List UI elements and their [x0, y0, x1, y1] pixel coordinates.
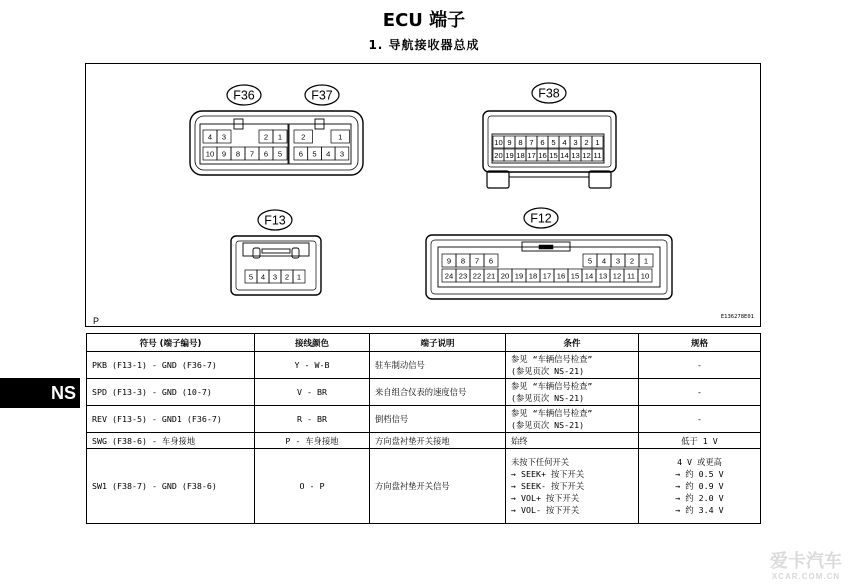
pin-number: 3 — [221, 132, 227, 142]
cell-spec: - — [639, 352, 761, 379]
pin-number: 1 — [296, 272, 302, 282]
col-header-symbol: 符号 (端子编号) — [87, 334, 255, 352]
cell-condition — [506, 406, 639, 433]
cell-spec: - — [639, 379, 761, 406]
pin-number: 4 — [207, 132, 213, 142]
pin-number: 1 — [643, 256, 649, 266]
pin-number: 6 — [298, 149, 303, 159]
pin-number: 1 — [277, 132, 283, 142]
cell-description: 驻车制动信号 — [370, 352, 506, 379]
pin-number: 18 — [516, 150, 525, 160]
pin-number: 3 — [339, 149, 345, 159]
cell-symbol: REV (F13-5) - GND1 (F36-7) — [87, 406, 255, 433]
pin-number: 16 — [556, 271, 566, 281]
connector-id-f37: F37 — [311, 88, 333, 103]
watermark-url: XCAR.COM.CN — [771, 572, 841, 581]
pin-number: 4 — [562, 137, 567, 147]
pin-number: 19 — [505, 150, 514, 160]
condition-line: (参见页次 NS-21) — [511, 420, 585, 430]
pin-number: 12 — [582, 150, 591, 160]
connector-f13 — [231, 210, 321, 295]
pin-number: 6 — [263, 149, 269, 159]
pin-number: 4 — [601, 256, 607, 266]
f12-pin-grid — [442, 254, 653, 282]
pin-number: 16 — [538, 150, 547, 160]
connector-id-f38: F38 — [538, 86, 560, 101]
connector-f38 — [483, 83, 616, 188]
cell-symbol: SWG (F38-6) - 车身接地 — [87, 433, 255, 449]
pin-number: 2 — [284, 272, 290, 282]
pin-number: 11 — [627, 271, 635, 281]
condition-line: 未按下任何开关 — [511, 457, 570, 467]
spec-line: → 约 2.0 V — [675, 493, 724, 503]
pin-number: 13 — [598, 271, 608, 281]
condition-line: 参见 “车辆信号检查” — [511, 354, 593, 364]
cell-symbol: PKB (F13-1) - GND (F36-7) — [87, 352, 255, 379]
pin-number: 12 — [612, 271, 622, 281]
pin-number: 17 — [527, 150, 536, 160]
condition-line: → SEEK+ 按下开关 — [511, 469, 585, 479]
cell-description: 来自组合仪表的速度信号 — [370, 379, 506, 406]
cell-symbol: SW1 (F38-7) - GND (F38-6) — [87, 449, 255, 524]
pin-number: 2 — [263, 132, 269, 142]
pin-number: 2 — [584, 137, 589, 147]
pin-number: 5 — [587, 256, 593, 266]
table-row — [87, 379, 761, 406]
condition-line: (参见页次 NS-21) — [511, 393, 585, 403]
pin-number: 2 — [629, 256, 635, 266]
page-title: ECU 端子 — [382, 10, 466, 31]
cell-description: 倒档信号 — [370, 406, 506, 433]
connector-diagram — [85, 63, 761, 327]
condition-line: 参见 “车辆信号检查” — [511, 381, 593, 391]
col-header-wire-color: 接线颜色 — [255, 334, 370, 352]
pin-number: 18 — [528, 271, 538, 281]
pin-number: 9 — [446, 256, 452, 266]
cell-spec: - — [639, 406, 761, 433]
condition-line: (参见页次 NS-21) — [511, 366, 585, 376]
pin-number: 7 — [249, 149, 255, 159]
pin-number: 14 — [584, 271, 594, 281]
f13-pin-grid — [245, 270, 305, 283]
pin-number: 13 — [571, 150, 580, 160]
spec-line: 4 V 或更高 — [677, 457, 722, 467]
side-tab-ns: NS — [0, 378, 80, 408]
f38-pin-grid — [493, 136, 603, 161]
cell-spec — [639, 449, 761, 524]
connector-f12 — [426, 208, 672, 299]
table-row — [87, 406, 761, 433]
cell-wire-color: O - P — [255, 449, 370, 524]
cell-condition: 始终 — [506, 433, 639, 449]
connector-id-f12: F12 — [530, 211, 552, 226]
cell-condition — [506, 379, 639, 406]
condition-line: → VOL- 按下开关 — [511, 505, 580, 515]
pin-number: 5 — [312, 149, 317, 159]
pin-number: 2 — [301, 132, 306, 142]
pin-number: 8 — [518, 137, 523, 147]
pin-number: 8 — [235, 149, 241, 159]
diagram-corner-mark: P — [93, 316, 100, 326]
pin-number: 7 — [474, 256, 480, 266]
table-row — [87, 433, 761, 449]
pin-number: 14 — [560, 150, 569, 160]
cell-wire-color: R - BR — [255, 406, 370, 433]
pin-number: 6 — [488, 256, 494, 266]
section-subtitle: 1. 导航接收器总成 — [368, 38, 480, 52]
watermark-logo — [770, 553, 842, 585]
pin-number: 15 — [549, 150, 558, 160]
pin-number: 17 — [542, 271, 552, 281]
pin-number: 20 — [494, 150, 503, 160]
pin-number: 6 — [540, 137, 545, 147]
watermark-text: 爱卡汽车 — [770, 551, 842, 571]
spec-line: → 约 0.5 V — [675, 469, 724, 479]
pin-number: 11 — [593, 150, 602, 160]
pin-number: 5 — [248, 272, 254, 282]
condition-line: → VOL+ 按下开关 — [511, 493, 580, 503]
pin-number: 19 — [514, 271, 524, 281]
pin-number: 3 — [272, 272, 278, 282]
spec-line: → 约 0.9 V — [675, 481, 724, 491]
table-row — [87, 352, 761, 379]
pin-number: 20 — [500, 271, 510, 281]
pin-number: 3 — [615, 256, 621, 266]
pin-number: 15 — [570, 271, 580, 281]
spec-line: → 约 3.4 V — [675, 505, 724, 515]
cell-description: 方向盘衬垫开关接地 — [370, 433, 506, 449]
cell-condition — [506, 449, 639, 524]
pin-number: 10 — [494, 137, 503, 147]
pin-number: 4 — [260, 272, 266, 282]
cell-description: 方向盘衬垫开关信号 — [370, 449, 506, 524]
pin-number: 24 — [444, 271, 454, 281]
connector-id-f13: F13 — [264, 213, 286, 228]
col-header-description: 端子说明 — [370, 334, 506, 352]
pin-number: 1 — [338, 132, 343, 142]
pin-number: 5 — [277, 149, 283, 159]
pin-number: 1 — [595, 137, 600, 147]
pin-number: 21 — [486, 271, 496, 281]
diagram-code: E136278E01 — [720, 314, 754, 320]
connector-id-f36: F36 — [233, 88, 255, 103]
table-row — [87, 449, 761, 524]
pin-number: 3 — [573, 137, 578, 147]
cell-wire-color: P - 车身接地 — [255, 433, 370, 449]
pin-number: 9 — [221, 149, 227, 159]
table-header-row — [87, 334, 761, 352]
pin-number: 5 — [551, 137, 556, 147]
condition-line: → SEEK- 按下开关 — [511, 481, 585, 491]
pin-number: 10 — [205, 149, 215, 159]
cell-condition — [506, 352, 639, 379]
cell-wire-color: V - BR — [255, 379, 370, 406]
pin-number: 9 — [507, 137, 512, 147]
f36-pin-grid — [203, 130, 287, 160]
pin-number: 4 — [326, 149, 331, 159]
pin-number: 10 — [640, 271, 650, 281]
pin-number: 8 — [460, 256, 466, 266]
terminal-table — [86, 333, 761, 524]
pin-number: 23 — [458, 271, 468, 281]
cell-spec: 低于 1 V — [639, 433, 761, 449]
cell-wire-color: Y - W-B — [255, 352, 370, 379]
f37-pin-grid — [294, 130, 350, 160]
col-header-condition: 条件 — [506, 334, 639, 352]
pin-number: 22 — [472, 271, 482, 281]
pin-number: 7 — [529, 137, 534, 147]
condition-line: 参见 “车辆信号检查” — [511, 408, 593, 418]
col-header-spec: 规格 — [639, 334, 761, 352]
cell-symbol: SPD (F13-3) - GND (10-7) — [87, 379, 255, 406]
